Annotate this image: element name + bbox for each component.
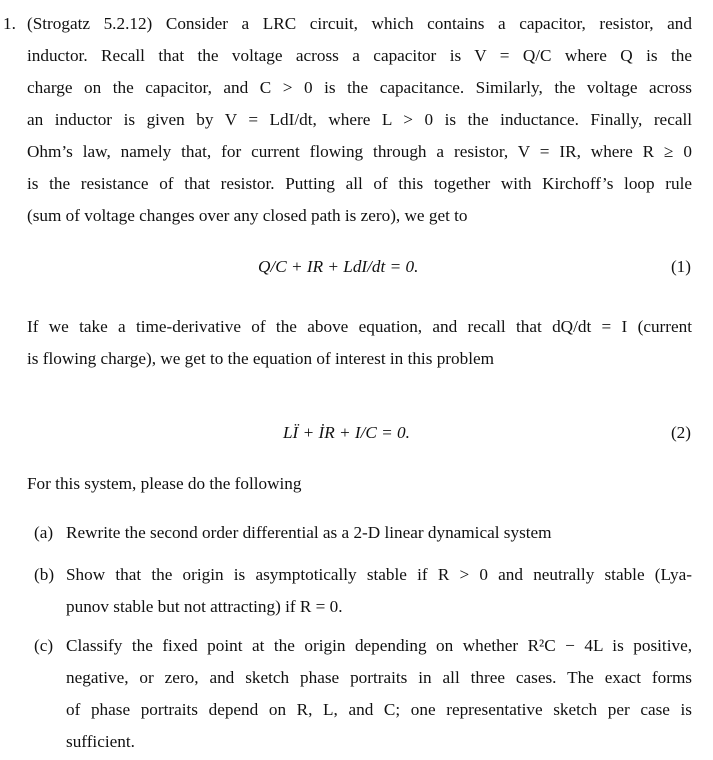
middle-line: If we take a time-derivative of the above equation, and recall that dQ/dt = I (current [27, 317, 692, 336]
part-c-line: negative, or zero, and sketch phase portraits in all three cases. The exact forms [66, 668, 692, 687]
intro-line: inductor. Recall that the voltage across a capacitor is V = Q/C where Q is the [27, 46, 692, 65]
part-c-line: of phase portraits depend on R, L, and C; one representative sketch per case is [66, 700, 692, 719]
intro-line: charge on the capacitor, and C > 0 is the capacitance. Similarly, the voltage across [27, 78, 692, 97]
intro-line: Ohm’s law, namely that, for current flowing through a resistor, V = IR, where R ≥ 0 [27, 142, 692, 161]
intro-line: (Strogatz 5.2.12) Consider a LRC circuit, which contains a capacitor, resistor, and [27, 14, 692, 33]
equation-1: Q/C + IR + LdI/dt = 0. [258, 257, 419, 276]
intro-line: is the resistance of that resistor. Putting all of this together with Kirchoff’s loop rule [27, 174, 692, 193]
part-c-label: (c) [34, 636, 54, 655]
part-b-label: (b) [34, 565, 55, 584]
middle-line: is flowing charge), we get to the equation of interest in this problem [27, 349, 494, 368]
intro-line: an inductor is given by V = LdI/dt, where L > 0 is the inductance. Finally, recall [27, 110, 692, 129]
part-c-line: Classify the fixed point at the origin depending on whether R²C − 4L is positive, [66, 636, 692, 655]
part-c-line: sufficient. [66, 732, 135, 751]
tasks-intro: For this system, please do the following [27, 474, 302, 493]
intro-line: (sum of voltage changes over any closed path is zero), we get to [27, 206, 468, 225]
part-a-line: Rewrite the second order differential as a 2-D linear dynamical system [66, 523, 552, 542]
part-a-label: (a) [34, 523, 54, 542]
part-b-line: Show that the origin is asymptotically stable if R > 0 and neutrally stable (Lya- [66, 565, 692, 584]
equation-1-number: (1) [670, 257, 691, 276]
equation-2-number: (2) [670, 423, 691, 442]
part-b-line: punov stable but not attracting) if R = 0. [66, 597, 343, 616]
equation-2: LÏ + İR + I/C = 0. [283, 423, 410, 442]
problem-number: 1. [3, 14, 16, 33]
